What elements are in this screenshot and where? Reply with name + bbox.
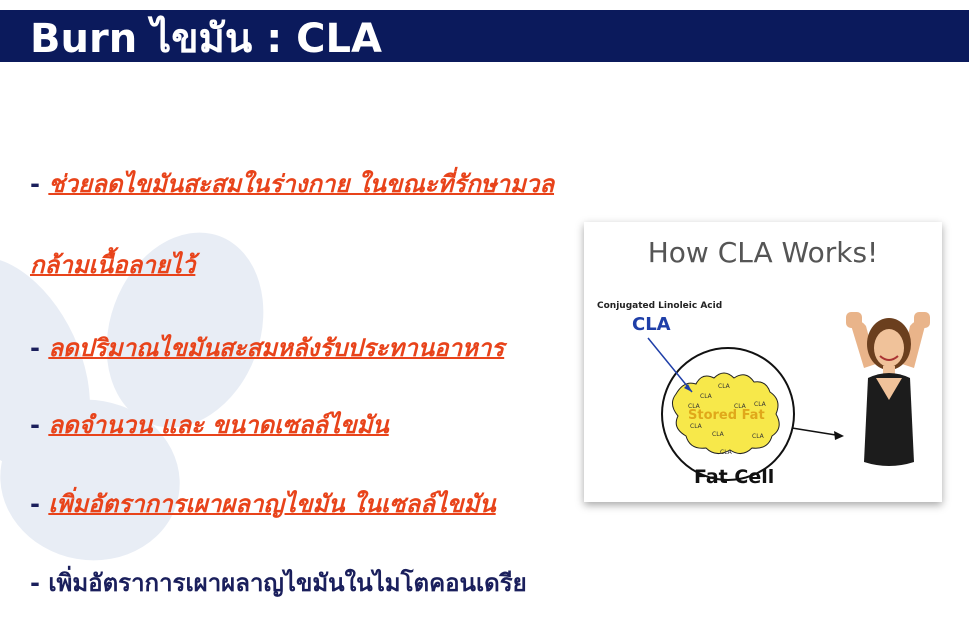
bullet-1 — [30, 164, 554, 203]
cla-label: CLA — [632, 314, 671, 335]
cla-mini-label: CLA — [752, 433, 764, 440]
cla-mini-label: CLA — [718, 383, 730, 390]
cla-mini-label: CLA — [712, 431, 724, 438]
bullet-dash: - — [30, 490, 49, 518]
bullet-4 — [30, 484, 496, 523]
figure-title: How CLA Works! — [647, 236, 879, 269]
bullet-5 — [30, 563, 527, 602]
cla-figure — [584, 222, 942, 502]
bullet-text: กล้ามเนื้อลายไว้ — [30, 251, 196, 279]
bullet-dash: - — [30, 569, 49, 597]
figure-subtitle: Conjugated Linoleic Acid — [597, 301, 723, 311]
bullet-text: ลดปริมาณไขมันสะสมหลังรับประทานอาหาร — [48, 334, 505, 362]
fat-cell-label: Fat Cell — [694, 466, 775, 488]
bullet-2 — [30, 328, 504, 367]
woman-figure — [846, 312, 930, 466]
bullet-text: ช่วยลดไขมันสะสมในร่างกาย ในขณะที่รักษามวล — [48, 170, 555, 198]
cla-mini-label: CLA — [700, 393, 712, 400]
bullet-1-cont — [30, 245, 195, 284]
bullet-text: ลดจำนวน และ ขนาดเซลล์ไขมัน — [48, 411, 389, 439]
cla-mini-label: CLA — [688, 403, 700, 410]
bullet-dash: - — [30, 411, 49, 439]
cla-mini-label: CLA — [720, 449, 732, 456]
stored-fat-label: Stored Fat — [688, 408, 765, 423]
slide-title: Burn ไขมัน : CLA — [30, 16, 382, 62]
bullet-dash: - — [30, 170, 49, 198]
bullet-3 — [30, 405, 389, 444]
result-arrow-head — [834, 431, 844, 440]
bullet-dash: - — [30, 334, 49, 362]
cla-mini-label: CLA — [754, 401, 766, 408]
bullet-text: เพิ่มอัตราการเผาผลาญไขมันในไมโตคอนเดรีย — [48, 569, 527, 597]
cla-mini-label: CLA — [690, 423, 702, 430]
cla-mini-label: CLA — [734, 403, 746, 410]
bullet-text: เพิ่มอัตราการเผาผลาญไขมัน ในเซลล์ไขมัน — [48, 490, 496, 518]
